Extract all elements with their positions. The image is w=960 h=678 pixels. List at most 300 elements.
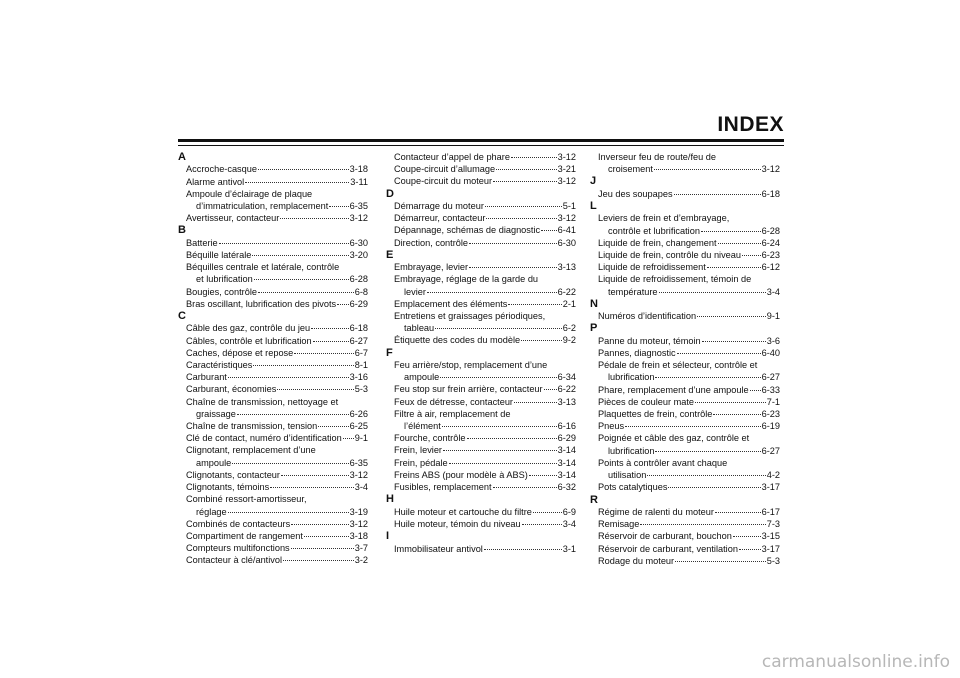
index-entry (590, 237, 780, 249)
index-entry (178, 261, 368, 285)
leader-dots (258, 292, 354, 293)
index-entry-line (186, 506, 368, 518)
leader-dots (511, 157, 557, 158)
page-reference: 3-14 (557, 445, 576, 456)
page-reference: 6-25 (349, 421, 368, 432)
index-entry-text: Direction, contrôle (394, 237, 469, 248)
page-reference: 3-12 (557, 152, 576, 162)
leader-dots (270, 487, 353, 488)
index-entry-line (186, 249, 368, 261)
index-entry (178, 298, 368, 310)
page-reference: 6-2 (562, 323, 576, 334)
index-entry (386, 408, 576, 432)
index-entry-text: Freins ABS (pour modèle à ABS) (394, 469, 528, 480)
page-reference: 6-27 (349, 335, 368, 346)
index-entry-line (598, 396, 780, 408)
index-column-1 (178, 151, 368, 567)
leader-dots (529, 475, 557, 476)
index-entry (386, 457, 576, 469)
page-reference: 3-4 (562, 518, 576, 529)
index-entry-line (394, 151, 576, 163)
page-title: INDEX (717, 113, 784, 136)
index-entry-line (394, 420, 576, 432)
index-entry (178, 212, 368, 224)
index-entry-line (186, 408, 368, 420)
page-reference: 3-21 (557, 164, 576, 175)
index-entry-line (186, 347, 368, 359)
leader-dots (514, 402, 557, 403)
index-entry-text: Huile moteur et cartouche du filtre (394, 506, 532, 517)
index-entry (178, 432, 368, 444)
index-entry (590, 188, 780, 200)
index-entry-text: Fusibles, remplacement (394, 482, 492, 493)
page-reference: 7-1 (766, 396, 780, 407)
index-entry-line (186, 518, 368, 530)
index-entry-text: Filtre à air, remplacement de (394, 408, 511, 419)
index-entry-text: Jeu des soupapes (598, 188, 673, 199)
page-reference: 6-19 (761, 421, 780, 432)
index-entry-line (186, 273, 368, 285)
leader-dots (442, 426, 557, 427)
index-entry (178, 542, 368, 554)
leader-dots (252, 255, 348, 256)
index-entry-text: Câble des gaz, contrôle du jeu (186, 323, 311, 334)
leader-dots (313, 341, 349, 342)
page-reference: 3-1 (562, 543, 576, 554)
index-entry-line (598, 445, 780, 457)
index-entry-text: Caractéristiques (186, 360, 253, 371)
section-letter: C (178, 310, 186, 323)
index-entry (178, 469, 368, 481)
index-entry (386, 163, 576, 175)
page-reference: 3-20 (349, 250, 368, 261)
index-entry-text: lubrification (608, 445, 655, 456)
index-entry-text: lubrification (608, 372, 655, 383)
leader-dots (701, 231, 761, 232)
page-reference: 3-4 (766, 286, 780, 297)
index-entry (178, 335, 368, 347)
index-entry-line (394, 334, 576, 346)
index-entry (386, 237, 576, 249)
page-reference: 6-35 (349, 457, 368, 468)
page-reference: 3-12 (557, 176, 576, 187)
page-reference: 6-41 (557, 225, 576, 236)
index-entry (590, 530, 780, 542)
index-entry-text: Inverseur feu de route/feu de (598, 152, 716, 162)
page-reference: 6-17 (761, 506, 780, 517)
index-entry-line (186, 371, 368, 383)
leader-dots (493, 181, 557, 182)
index-entry-text: Rodage du moteur (598, 555, 675, 566)
index-entry-text: Coupe-circuit du moteur (394, 176, 493, 187)
index-entry-text: Remisage (598, 519, 640, 530)
index-entry-line (394, 469, 576, 481)
index-entry-text: Batterie (186, 237, 218, 248)
index-entry (178, 420, 368, 432)
section-letter: E (386, 248, 394, 261)
leader-dots (654, 169, 761, 170)
index-entry-text: Plaquettes de frein, contrôle (598, 409, 713, 420)
index-entry-text: Huile moteur, témoin du niveau (394, 518, 521, 529)
index-entry (386, 261, 576, 273)
leader-dots (277, 389, 353, 390)
index-entry-text: Embrayage, réglage de la garde du (394, 274, 539, 285)
leader-dots (521, 340, 562, 341)
index-entry-line (186, 286, 368, 298)
leader-dots (640, 524, 765, 525)
index-entry-text: Compteurs multifonctions (186, 543, 290, 554)
index-entry-text: réglage (196, 506, 227, 517)
index-entry-text: Chaîne de transmission, tension (186, 421, 318, 432)
index-entry-text: utilisation (608, 470, 647, 481)
index-entry-text: Chaîne de transmission, nettoyage et (186, 396, 339, 407)
page-reference: 3-13 (557, 396, 576, 407)
index-entry-text: Régime de ralenti du moteur (598, 506, 714, 517)
leader-dots (337, 304, 348, 305)
page-reference: 6-8 (354, 286, 368, 297)
index-entry-line (186, 481, 368, 493)
index-entry-text: l’élément (404, 421, 441, 432)
page-reference: 3-14 (557, 457, 576, 468)
index-entry (386, 273, 576, 297)
index-entry-text: Liquide de frein, changement (598, 237, 717, 248)
index-entry-text: Pédale de frein et sélecteur, contrôle et (598, 360, 758, 371)
index-entry (590, 408, 780, 420)
index-entry (590, 396, 780, 408)
index-entry (178, 176, 368, 188)
leader-dots (668, 487, 760, 488)
index-entry-line (598, 469, 780, 481)
index-entry-text: d’immatriculation, remplacement (196, 201, 329, 212)
index-entry (178, 359, 368, 371)
page-reference: 6-28 (761, 225, 780, 236)
index-entry-line (186, 420, 368, 432)
index-entry-text: Contacteur d’appel de phare (394, 152, 510, 162)
index-entry-line (394, 457, 576, 469)
index-entry-line (394, 322, 576, 334)
index-entry-text: Accroche-casque (186, 164, 257, 175)
index-entry-text: Clignotants, témoins (186, 482, 270, 493)
index-entry-text: Pièces de couleur mate (598, 396, 695, 407)
leader-dots (254, 279, 349, 280)
index-entry-line (598, 335, 780, 347)
index-entry-line (186, 542, 368, 554)
index-entry-text: Clignotant, remplacement d’une (186, 445, 316, 456)
index-entry-text: Clignotants, contacteur (186, 469, 280, 480)
index-entry (590, 310, 780, 322)
leader-dots (739, 549, 761, 550)
index-entry-text: Démarreur, contacteur (394, 213, 486, 224)
page-reference: 8-1 (354, 360, 368, 371)
index-entry-line (598, 371, 780, 383)
index-entry-text: Points à contrôler avant chaque (598, 457, 728, 468)
page-reference: 6-18 (349, 323, 368, 334)
index-entry-line (394, 175, 576, 187)
leader-dots (435, 328, 562, 329)
index-entry-text: ampoule (404, 372, 440, 383)
index-entry-line (598, 530, 780, 542)
leader-dots (541, 230, 557, 231)
leader-dots (311, 328, 348, 329)
index-entry-text: Ampoule d’éclairage de plaque (186, 188, 313, 199)
index-entry (386, 506, 576, 518)
index-entry-line (598, 384, 780, 396)
index-entry (178, 237, 368, 249)
page-reference: 3-12 (349, 518, 368, 529)
index-entry-text: graissage (196, 408, 236, 419)
index-entry-text: Frein, levier (394, 445, 442, 456)
index-entry-line (598, 310, 780, 322)
index-entry (386, 518, 576, 530)
index-entry-text: ampoule (196, 457, 232, 468)
section-letter: L (590, 200, 597, 213)
index-entry-line (598, 506, 780, 518)
leader-dots (713, 414, 760, 415)
index-entry-text: Bougies, contrôle (186, 286, 257, 297)
index-entry-line (394, 371, 576, 383)
index-entry (590, 432, 780, 456)
page-reference: 6-22 (557, 384, 576, 395)
index-entry (386, 432, 576, 444)
index-entry-text: Liquide de frein, contrôle du niveau (598, 250, 742, 261)
index-entry-text: Liquide de refroidissement, témoin de (598, 274, 752, 285)
page-reference: 4-2 (766, 470, 780, 481)
index-entry-line (394, 481, 576, 493)
index-entry (178, 444, 368, 468)
leader-dots (522, 524, 562, 525)
index-entry-text: Panne du moteur, témoin (598, 335, 701, 346)
leader-dots (283, 560, 354, 561)
index-entry-line (394, 518, 576, 530)
index-entry-text: Leviers de frein et d’embrayage, (598, 213, 730, 224)
index-entry-text: tableau (404, 323, 435, 334)
leader-dots (677, 353, 761, 354)
leader-dots (443, 450, 557, 451)
page-reference: 3-18 (349, 164, 368, 175)
index-entry-line (598, 163, 780, 175)
leader-dots (318, 426, 348, 427)
page-reference: 6-23 (761, 409, 780, 420)
page-reference: 9-2 (562, 335, 576, 346)
index-entry-line (394, 432, 576, 444)
index-entry (386, 469, 576, 481)
index-entry (386, 383, 576, 395)
leader-dots (280, 218, 348, 219)
index-entry (178, 383, 368, 395)
leader-dots (245, 182, 349, 183)
page-reference: 6-30 (557, 237, 576, 248)
leader-dots (427, 292, 557, 293)
index-entry-text: croisement (608, 164, 653, 175)
index-entry-text: Feu stop sur frein arrière, contacteur (394, 384, 543, 395)
page-reference: 3-11 (350, 176, 368, 187)
index-entry-text: Bras oscillant, lubrification des pivots (186, 298, 337, 309)
index-entry-text: Dépannage, schémas de diagnostic (394, 225, 541, 236)
index-entry-line (598, 543, 780, 555)
index-entry-text: Pneus (598, 421, 625, 432)
header-rule-thick (178, 139, 784, 142)
index-entry (386, 175, 576, 187)
leader-dots (659, 292, 766, 293)
index-entry-line (186, 212, 368, 224)
index-entry-line (186, 163, 368, 175)
leader-dots (329, 206, 348, 207)
page-reference: 9-1 (354, 433, 368, 444)
leader-dots (486, 218, 556, 219)
index-column-3 (590, 151, 780, 567)
index-entry-line (394, 200, 576, 212)
leader-dots (469, 243, 557, 244)
index-entry-text: Feu arrière/stop, remplacement d’une (394, 360, 548, 371)
page-reference: 3-15 (761, 531, 780, 542)
leader-dots (533, 512, 562, 513)
index-entry-text: Contacteur à clé/antivol (186, 555, 283, 566)
section-letter: P (590, 322, 598, 335)
leader-dots (281, 475, 349, 476)
page-reference: 6-9 (562, 506, 576, 517)
index-entry-text: Carburant (186, 372, 227, 383)
leader-dots (294, 353, 353, 354)
page-reference: 3-14 (557, 469, 576, 480)
leader-dots (625, 426, 761, 427)
index-entry (386, 481, 576, 493)
index-entry (178, 396, 368, 420)
index-entry (386, 543, 576, 555)
index-entry-line (598, 481, 780, 493)
leader-dots (733, 536, 761, 537)
page-reference: 3-6 (766, 335, 780, 346)
leader-dots (674, 194, 761, 195)
page-reference: 6-30 (349, 237, 368, 248)
page-reference: 6-33 (761, 384, 780, 395)
page-reference: 3-19 (349, 506, 368, 517)
leader-dots (742, 255, 761, 256)
index-entry (386, 298, 576, 310)
index-entry-text: Combinés de contacteurs (186, 518, 291, 529)
leader-dots (485, 206, 562, 207)
page-reference: 3-4 (354, 482, 368, 493)
index-entry-text: Phare, remplacement d’une ampoule (598, 384, 749, 395)
page-reference: 3-16 (349, 372, 368, 383)
leader-dots (702, 341, 766, 342)
section-letter: N (590, 297, 598, 310)
index-entry-line (186, 322, 368, 334)
index-entry (178, 554, 368, 566)
index-entry-line (394, 163, 576, 175)
page-reference: 6-7 (354, 347, 368, 358)
page-reference: 5-3 (354, 384, 368, 395)
index-entry-line (598, 225, 780, 237)
page-reference: 7-3 (766, 519, 780, 530)
page-reference: 3-7 (354, 543, 368, 554)
index-entry (590, 543, 780, 555)
leader-dots (707, 267, 761, 268)
index-entry (386, 224, 576, 236)
leader-dots (697, 316, 766, 317)
section-letter: D (386, 187, 394, 200)
index-entry (178, 530, 368, 542)
index-entry-text: Clé de contact, numéro d’identification (186, 433, 342, 444)
leader-dots (496, 169, 556, 170)
section-letter: A (178, 151, 186, 163)
leader-dots (253, 365, 353, 366)
index-entry (590, 273, 780, 297)
index-entry-line (394, 224, 576, 236)
index-entry-line (186, 530, 368, 542)
index-entry (386, 310, 576, 334)
page-reference: 6-34 (557, 372, 576, 383)
index-entry-text: Fourche, contrôle (394, 433, 466, 444)
page-reference: 6-22 (557, 286, 576, 297)
watermark: carmanualsonline.info (761, 652, 950, 672)
index-entry (178, 481, 368, 493)
leader-dots (440, 377, 556, 378)
page-reference: 6-40 (761, 348, 780, 359)
page-reference: 6-16 (557, 421, 576, 432)
index-entry-line (186, 554, 368, 566)
page-reference: 6-23 (761, 250, 780, 261)
leader-dots (715, 512, 761, 513)
index-entry-text: température (608, 286, 658, 297)
leader-dots (258, 169, 349, 170)
index-entry-text: Démarrage du moteur (394, 201, 484, 212)
index-entry-text: Entretiens et graissages périodiques, (394, 311, 546, 322)
index-entry (386, 200, 576, 212)
leader-dots (695, 402, 766, 403)
index-entry-line (394, 543, 576, 555)
index-entry-line (598, 420, 780, 432)
index-entry (590, 335, 780, 347)
page-reference: 6-28 (349, 274, 368, 285)
leader-dots (750, 390, 761, 391)
index-entry (590, 506, 780, 518)
index-entry (590, 384, 780, 396)
index-entry-line (186, 237, 368, 249)
page-reference: 6-27 (761, 372, 780, 383)
leader-dots (718, 243, 761, 244)
index-entry-text: Emplacement des éléments (394, 298, 508, 309)
index-entry-text: Alarme antivol (186, 176, 245, 187)
leader-dots (469, 267, 557, 268)
index-entry (178, 286, 368, 298)
index-entry-line (394, 237, 576, 249)
page-reference: 6-26 (349, 408, 368, 419)
index-entry-line (598, 249, 780, 261)
leader-dots (343, 438, 354, 439)
index-entry-line (186, 383, 368, 395)
index-entry-text: Compartiment de rangement (186, 530, 303, 541)
index-entry-text: Immobilisateur antivol (394, 543, 483, 554)
index-entry (590, 359, 780, 383)
page-reference: 3-18 (349, 530, 368, 541)
section-letter: I (386, 530, 390, 543)
index-entry-text: Frein, pédale (394, 457, 448, 468)
index-entry-line (186, 335, 368, 347)
index-entry-text: Liquide de refroidissement (598, 262, 706, 273)
index-entry-line (598, 286, 780, 298)
leader-dots (304, 536, 349, 537)
index-entry-text: contrôle et lubrification (608, 225, 700, 236)
index-entry-line (394, 286, 576, 298)
index-entry (590, 151, 780, 175)
leader-dots (228, 377, 349, 378)
index-entry (178, 493, 368, 517)
index-entry-line (394, 261, 576, 273)
index-column-2 (386, 151, 576, 555)
leader-dots (544, 389, 557, 390)
index-entry (386, 334, 576, 346)
leader-dots (228, 512, 349, 513)
